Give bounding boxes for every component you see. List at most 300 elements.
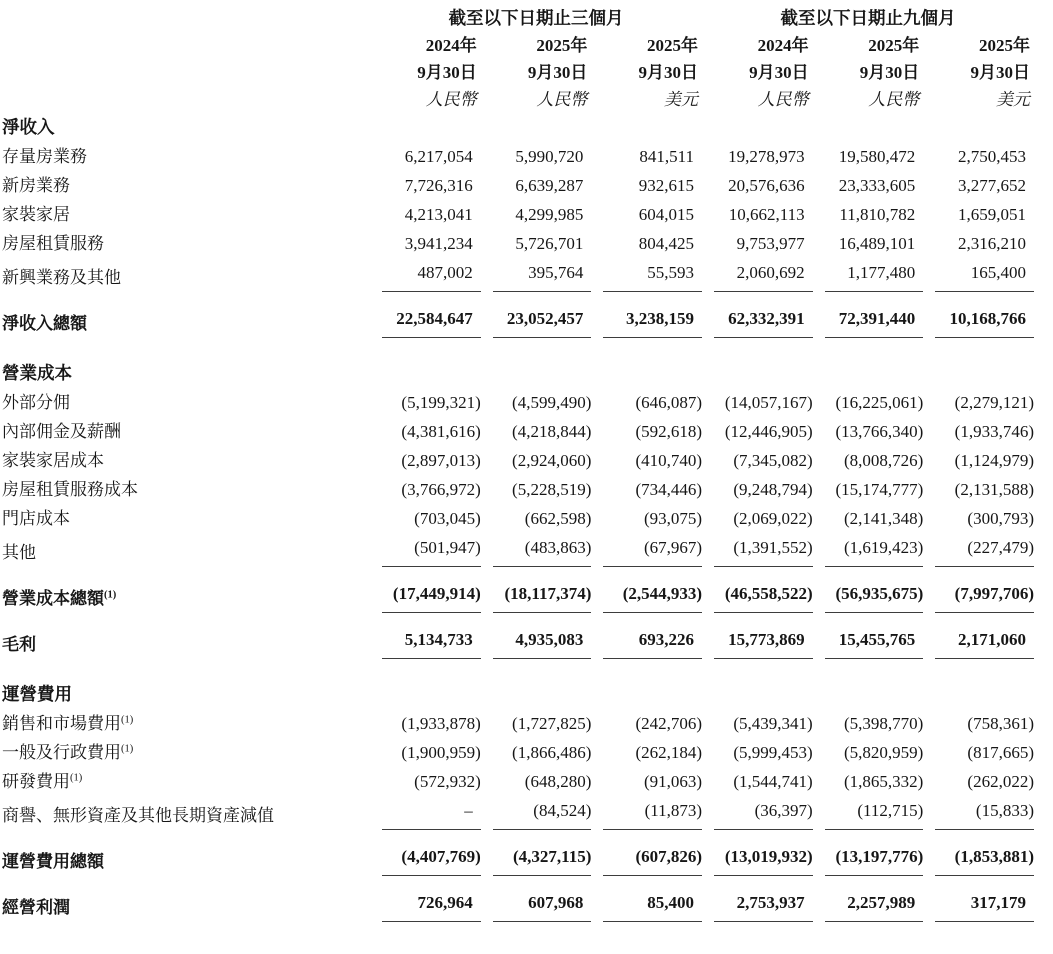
cell-value-text: 693,226 <box>603 625 702 659</box>
cell-value <box>481 709 592 738</box>
cell-value <box>923 338 1034 388</box>
cell-value-text: 607,968 <box>493 888 592 922</box>
cell-value-text: (2,141,348) <box>843 509 924 528</box>
cell-value <box>923 229 1034 258</box>
cell-value <box>702 796 813 830</box>
cell-value-text: (5,199,321) <box>401 393 481 412</box>
row-label-text: 營業成本總額 <box>2 589 104 608</box>
cell-value <box>923 113 1034 142</box>
period-group-label: 截至以下日期止九個月 <box>780 8 956 28</box>
cell-value-text: 55,593 <box>603 258 702 292</box>
row-label-text: 經營利潤 <box>2 898 70 917</box>
row-label-text: 內部佣金及薪酬 <box>2 422 121 441</box>
row-label-text: 存量房業務 <box>2 147 87 166</box>
table-header <box>2 5 1034 113</box>
cell-value-text: (14,057,167) <box>724 393 813 412</box>
col-year: 2025年 <box>979 36 1030 55</box>
cell-value-text: (648,280) <box>524 772 592 791</box>
cell-value-text: (18,117,374) <box>493 579 592 613</box>
cell-value <box>923 292 1034 338</box>
cell-value <box>370 796 481 830</box>
cell-value <box>702 113 813 142</box>
cell-value-text: 5,990,720 <box>515 147 584 166</box>
table-row <box>2 292 1034 338</box>
cell-value <box>923 142 1034 171</box>
cell-value <box>370 113 481 142</box>
cell-value <box>813 292 924 338</box>
cell-value-text: 15,773,869 <box>714 625 813 659</box>
table-row <box>2 417 1034 446</box>
row-label <box>2 113 370 142</box>
cell-value <box>481 796 592 830</box>
cell-value-text: (1,866,486) <box>512 743 592 762</box>
cell-value <box>923 533 1034 567</box>
col-year: 2025年 <box>536 36 588 55</box>
cell-value-text: (1,391,552) <box>714 533 813 567</box>
cell-value <box>813 709 924 738</box>
cell-value <box>370 417 481 446</box>
cell-value-text: 604,015 <box>638 205 695 224</box>
row-label <box>2 142 370 171</box>
cell-value-text: (1,933,878) <box>401 714 481 733</box>
cell-value-text: 2,257,989 <box>825 888 924 922</box>
row-label-text: 毛利 <box>2 635 36 654</box>
cell-value-text: 1,177,480 <box>825 258 924 292</box>
table-row <box>2 876 1034 922</box>
cell-value <box>370 258 481 292</box>
cell-value <box>481 738 592 767</box>
cell-value-text: (1,727,825) <box>512 714 592 733</box>
cell-value-text: (4,599,490) <box>512 393 592 412</box>
row-label-text: 房屋租賃服務成本 <box>2 480 138 499</box>
table-row <box>2 258 1034 292</box>
cell-value <box>702 417 813 446</box>
cell-value <box>813 388 924 417</box>
cell-value <box>591 767 702 796</box>
cell-value-text: 2,753,937 <box>714 888 813 922</box>
cell-value-text: 317,179 <box>935 888 1034 922</box>
cell-value-text: 15,455,765 <box>825 625 924 659</box>
cell-value-text: (758,361) <box>967 714 1034 733</box>
row-label-text: 其他 <box>2 543 36 562</box>
cell-value <box>591 567 702 613</box>
cell-value <box>370 567 481 613</box>
table-row <box>2 388 1034 417</box>
table-row <box>2 659 1034 709</box>
cell-value-text: (2,544,933) <box>603 579 702 613</box>
row-label-text: 研發費用 <box>2 772 70 791</box>
cell-value-text: (1,619,423) <box>825 533 924 567</box>
cell-value <box>923 388 1034 417</box>
cell-value-text: (93,075) <box>643 509 703 528</box>
cell-value-text: 726,964 <box>382 888 481 922</box>
cell-value-text: (817,665) <box>967 743 1034 762</box>
cell-value-text: (262,184) <box>635 743 703 762</box>
cell-value-text: (84,524) <box>493 796 592 830</box>
cell-value <box>813 475 924 504</box>
cell-value <box>702 229 813 258</box>
footnote-marker: (1) <box>104 589 117 601</box>
cell-value-text: (112,715) <box>825 796 924 830</box>
cell-value-text: – <box>382 796 481 830</box>
row-label-text: 淨收入總額 <box>2 314 87 333</box>
table-row <box>2 767 1034 796</box>
cell-value <box>591 113 702 142</box>
col-currency: 人民幣 <box>536 90 588 109</box>
cell-value-text: (7,997,706) <box>935 579 1034 613</box>
row-label-text: 銷售和市場費用 <box>2 714 121 733</box>
cell-value <box>813 767 924 796</box>
footnote-marker: (1) <box>121 743 134 755</box>
cell-value <box>813 258 924 292</box>
col-date: 9月30日 <box>749 63 809 82</box>
cell-value <box>591 292 702 338</box>
cell-value-text: (91,063) <box>643 772 703 791</box>
cell-value-text: 19,278,973 <box>728 147 805 166</box>
table-row <box>2 142 1034 171</box>
cell-value <box>591 504 702 533</box>
cell-value <box>370 142 481 171</box>
cell-value-text: 20,576,636 <box>728 176 805 195</box>
cell-value-text: (12,446,905) <box>724 422 813 441</box>
row-label-text: 新興業務及其他 <box>2 268 121 287</box>
table-row <box>2 200 1034 229</box>
cell-value-text: (5,999,453) <box>733 743 813 762</box>
cell-value <box>591 659 702 709</box>
table-row <box>2 567 1034 613</box>
cell-value <box>481 200 592 229</box>
cell-value-text: (9,248,794) <box>733 480 813 499</box>
cell-value-text: 9,753,977 <box>736 234 805 253</box>
cell-value-text: 5,726,701 <box>515 234 584 253</box>
cell-value <box>702 659 813 709</box>
cell-value-text: (300,793) <box>967 509 1034 528</box>
cell-value-text: (4,327,115) <box>493 842 592 876</box>
cell-value <box>481 659 592 709</box>
cell-value <box>923 613 1034 659</box>
cell-value <box>591 613 702 659</box>
cell-value <box>481 475 592 504</box>
cell-value <box>481 417 592 446</box>
cell-value-text: 6,217,054 <box>404 147 473 166</box>
cell-value-text: 62,332,391 <box>714 304 813 338</box>
table-row <box>2 533 1034 567</box>
cell-value <box>481 229 592 258</box>
row-label <box>2 258 370 292</box>
cell-value-text: 841,511 <box>639 147 695 166</box>
row-label <box>2 709 370 738</box>
cell-value <box>813 446 924 475</box>
cell-value-text: (15,174,777) <box>835 480 924 499</box>
table-row <box>2 475 1034 504</box>
cell-value-text: (11,873) <box>603 796 702 830</box>
cell-value <box>481 292 592 338</box>
cell-value-text: (1,124,979) <box>954 451 1034 470</box>
cell-value-text: 5,134,733 <box>382 625 481 659</box>
row-label <box>2 388 370 417</box>
cell-value-text: (2,279,121) <box>954 393 1034 412</box>
col-date: 9月30日 <box>638 63 699 82</box>
cell-value <box>702 504 813 533</box>
cell-value-text: (7,345,082) <box>733 451 813 470</box>
row-label-text: 新房業務 <box>2 176 70 195</box>
row-label-text: 營業成本 <box>2 363 72 383</box>
cell-value <box>923 475 1034 504</box>
cell-value-text: (410,740) <box>635 451 703 470</box>
cell-value <box>923 171 1034 200</box>
cell-value-text: (5,820,959) <box>843 743 924 762</box>
cell-value <box>370 767 481 796</box>
cell-value <box>481 258 592 292</box>
table-row <box>2 796 1034 830</box>
cell-value-text: (46,558,522) <box>714 579 813 613</box>
col-date: 9月30日 <box>417 63 477 82</box>
col-date: 9月30日 <box>527 63 588 82</box>
cell-value <box>813 876 924 922</box>
cur-row <box>2 86 1034 113</box>
row-label-text: 家裝家居成本 <box>2 451 104 470</box>
cell-value <box>702 292 813 338</box>
cell-value-text: 804,425 <box>638 234 695 253</box>
cell-value-text: 2,060,692 <box>714 258 813 292</box>
cell-value <box>813 200 924 229</box>
header-spacer-cell <box>2 32 370 59</box>
cell-value-text: (2,131,588) <box>954 480 1034 499</box>
cell-value-text: (2,897,013) <box>401 451 481 470</box>
cell-value-text: (1,853,881) <box>935 842 1034 876</box>
cell-value <box>370 504 481 533</box>
cell-value <box>370 830 481 876</box>
cell-value-text: (5,228,519) <box>512 480 592 499</box>
cell-value <box>370 338 481 388</box>
cell-value-text: 7,726,316 <box>404 176 473 195</box>
cell-value <box>923 200 1034 229</box>
cell-value <box>702 388 813 417</box>
cell-value-text: (17,449,914) <box>382 579 481 613</box>
cell-value <box>591 446 702 475</box>
row-label-text: 淨收入 <box>2 117 55 137</box>
cell-value <box>813 659 924 709</box>
cell-value <box>923 417 1034 446</box>
cell-value <box>813 417 924 446</box>
col-currency: 美元 <box>664 90 699 109</box>
cell-value-text: (592,618) <box>635 422 703 441</box>
cell-value <box>481 567 592 613</box>
table-row <box>2 738 1034 767</box>
row-label <box>2 417 370 446</box>
cell-value <box>702 338 813 388</box>
cell-value-text: 165,400 <box>935 258 1034 292</box>
cell-value <box>923 738 1034 767</box>
cell-value <box>923 446 1034 475</box>
cell-value-text: (36,397) <box>714 796 813 830</box>
period-group-row <box>2 5 1034 32</box>
cell-value <box>481 613 592 659</box>
cell-value <box>370 709 481 738</box>
cell-value <box>702 171 813 200</box>
cell-value <box>591 142 702 171</box>
cell-value-text: 1,659,051 <box>958 205 1026 224</box>
col-year: 2024年 <box>425 36 477 55</box>
cell-value <box>591 258 702 292</box>
cell-value-text: (1,933,746) <box>954 422 1034 441</box>
cell-value <box>591 338 702 388</box>
cell-value <box>702 830 813 876</box>
cell-value <box>481 338 592 388</box>
row-label <box>2 171 370 200</box>
cell-value-text: (15,833) <box>935 796 1034 830</box>
cell-value-text: 22,584,647 <box>382 304 481 338</box>
cell-value <box>481 388 592 417</box>
cell-value-text: (646,087) <box>635 393 703 412</box>
cell-value <box>370 171 481 200</box>
cell-value-text: 72,391,440 <box>825 304 924 338</box>
cell-value <box>481 830 592 876</box>
cell-value-text: 19,580,472 <box>838 147 916 166</box>
cell-value-text: (56,935,675) <box>825 579 924 613</box>
col-year: 2025年 <box>868 36 920 55</box>
cell-value-text: (5,439,341) <box>733 714 813 733</box>
cell-value-text: (262,022) <box>967 772 1034 791</box>
cell-value-text: 3,238,159 <box>603 304 702 338</box>
cell-value-text: 16,489,101 <box>838 234 916 253</box>
cell-value <box>702 446 813 475</box>
cell-value <box>591 229 702 258</box>
cell-value <box>813 830 924 876</box>
cell-value <box>702 613 813 659</box>
cell-value <box>813 533 924 567</box>
cell-value-text: (572,932) <box>414 772 481 791</box>
cell-value <box>591 738 702 767</box>
row-label-text: 運營費用總額 <box>2 852 104 871</box>
cell-value <box>702 767 813 796</box>
cell-value-text: 3,941,234 <box>404 234 473 253</box>
cell-value-text: 4,935,083 <box>493 625 592 659</box>
cell-value-text: 4,213,041 <box>404 205 473 224</box>
cell-value <box>370 876 481 922</box>
col-currency: 美元 <box>996 90 1030 109</box>
cell-value <box>481 171 592 200</box>
cell-value-text: (483,863) <box>493 533 592 567</box>
cell-value-text: 2,750,453 <box>958 147 1026 166</box>
cell-value <box>923 767 1034 796</box>
cell-value-text: 23,333,605 <box>838 176 916 195</box>
header-spacer-cell <box>2 86 370 113</box>
row-label <box>2 475 370 504</box>
cell-value-text: (1,900,959) <box>401 743 481 762</box>
cell-value <box>702 567 813 613</box>
cell-value <box>370 388 481 417</box>
cell-value-text: (2,069,022) <box>733 509 813 528</box>
cell-value <box>923 876 1034 922</box>
col-currency: 人民幣 <box>425 90 477 109</box>
header-spacer-cell <box>2 5 370 32</box>
cell-value <box>591 830 702 876</box>
row-label <box>2 338 370 388</box>
row-label <box>2 796 370 830</box>
cell-value <box>923 709 1034 738</box>
cell-value <box>591 709 702 738</box>
cell-value <box>370 200 481 229</box>
cell-value <box>813 229 924 258</box>
cell-value <box>370 229 481 258</box>
cell-value <box>813 113 924 142</box>
row-label <box>2 446 370 475</box>
cell-value <box>702 258 813 292</box>
cell-value <box>813 504 924 533</box>
table-row <box>2 338 1034 388</box>
table-row <box>2 229 1034 258</box>
footnote-marker: (1) <box>121 714 134 726</box>
cell-value <box>702 533 813 567</box>
col-currency: 人民幣 <box>868 90 920 109</box>
row-label <box>2 738 370 767</box>
cell-value-text: (67,967) <box>603 533 702 567</box>
cell-value-text: (734,446) <box>635 480 703 499</box>
cell-value <box>813 613 924 659</box>
col-currency: 人民幣 <box>757 90 809 109</box>
cell-value-text: (4,218,844) <box>512 422 592 441</box>
cell-value-text: 85,400 <box>603 888 702 922</box>
col-date: 9月30日 <box>970 63 1030 82</box>
cell-value <box>370 292 481 338</box>
cell-value-text: (4,381,616) <box>401 422 481 441</box>
cell-value-text: (227,479) <box>935 533 1034 567</box>
cell-value-text: (4,407,769) <box>382 842 481 876</box>
cell-value-text: (2,924,060) <box>512 451 592 470</box>
cell-value <box>481 876 592 922</box>
row-label <box>2 504 370 533</box>
footnote-marker: (1) <box>70 772 83 784</box>
row-label <box>2 659 370 709</box>
col-date: 9月30日 <box>859 63 920 82</box>
cell-value-text: (13,019,932) <box>714 842 813 876</box>
row-label-text: 一般及行政費用 <box>2 743 121 762</box>
row-label <box>2 613 370 659</box>
cell-value <box>813 567 924 613</box>
cell-value <box>813 796 924 830</box>
row-label <box>2 533 370 567</box>
cell-value <box>923 830 1034 876</box>
row-label-text: 外部分佣 <box>2 393 70 412</box>
cell-value <box>591 876 702 922</box>
row-label <box>2 229 370 258</box>
cell-value-text: (5,398,770) <box>843 714 924 733</box>
cell-value <box>591 200 702 229</box>
cell-value-text: (501,947) <box>382 533 481 567</box>
cell-value <box>923 659 1034 709</box>
cell-value-text: 2,316,210 <box>958 234 1026 253</box>
cell-value-text: (242,706) <box>635 714 703 733</box>
cell-value <box>370 446 481 475</box>
cell-value <box>370 738 481 767</box>
cell-value <box>923 796 1034 830</box>
cell-value <box>923 504 1034 533</box>
cell-value-text: 3,277,652 <box>958 176 1026 195</box>
income-statement-table <box>2 5 1034 922</box>
cell-value-text: (13,197,776) <box>825 842 924 876</box>
row-label-text: 家裝家居 <box>2 205 70 224</box>
cell-value <box>591 388 702 417</box>
year-row <box>2 32 1034 59</box>
row-label-text: 房屋租賃服務 <box>2 234 104 253</box>
cell-value <box>702 876 813 922</box>
cell-value <box>481 767 592 796</box>
col-year: 2024年 <box>757 36 809 55</box>
row-label <box>2 767 370 796</box>
cell-value <box>481 533 592 567</box>
cell-value-text: (703,045) <box>414 509 481 528</box>
